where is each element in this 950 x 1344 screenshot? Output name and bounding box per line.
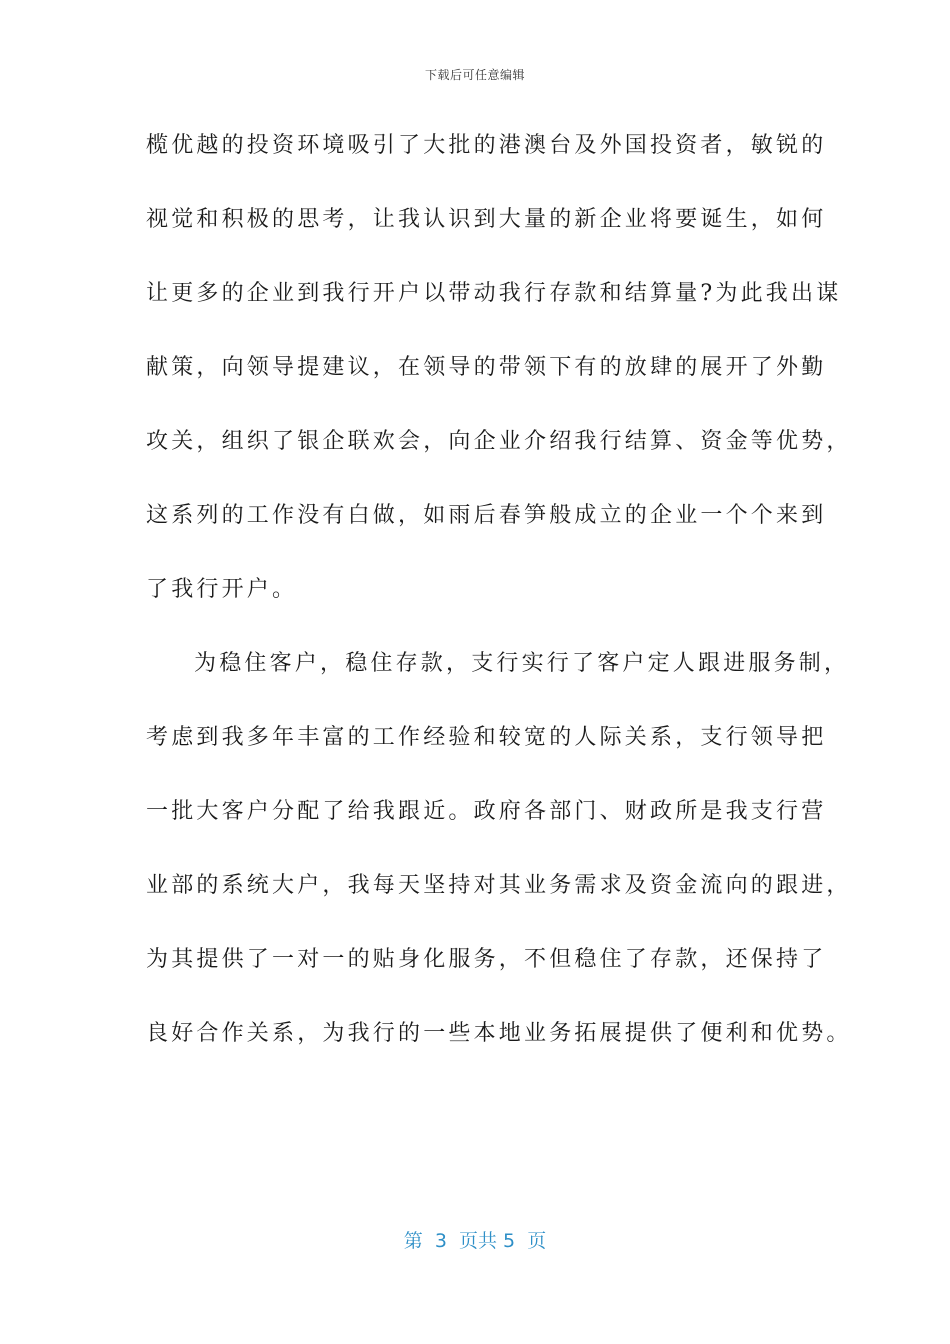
text-line: 攻关，组织了银企联欢会，向企业介绍我行结算、资金等优势， <box>146 429 852 454</box>
text-line: 视觉和积极的思考，让我认识到大量的新企业将要诞生，如何 <box>146 207 827 232</box>
text-line: 这系列的工作没有白做，如雨后春笋般成立的企业一个个来到 <box>146 503 827 528</box>
text-line: 一批大客户分配了给我跟近。政府各部门、财政所是我支行营 <box>146 799 827 824</box>
text-line: 业部的系统大户，我每天坚持对其业务需求及资金流向的跟进， <box>146 873 852 898</box>
header-note: 下载后可任意编辑 <box>424 68 525 82</box>
text-line: 了我行开户。 <box>146 577 298 602</box>
text-line: 良好合作关系，为我行的一些本地业务拓展提供了便利和优势。 <box>146 1021 852 1046</box>
text-line: 考虑到我多年丰富的工作经验和较宽的人际关系，支行领导把 <box>146 725 827 750</box>
body-text <box>146 126 852 1088</box>
text-line: 让更多的企业到我行开户以带动我行存款和结算量?为此我出谋 <box>146 281 842 306</box>
text-line: 献策，向领导提建议，在领导的带领下有的放肆的展开了外勤 <box>146 355 827 380</box>
page-number-footer: 第 3 页共 5 页 <box>403 1230 547 1252</box>
paragraph-start-line: 为稳住客户，稳住存款，支行实行了客户定人跟进服务制， <box>194 651 850 676</box>
text-line: 榄优越的投资环境吸引了大批的港澳台及外国投资者，敏锐的 <box>146 133 827 158</box>
text-line: 为其提供了一对一的贴身化服务，不但稳住了存款，还保持了 <box>146 947 827 972</box>
